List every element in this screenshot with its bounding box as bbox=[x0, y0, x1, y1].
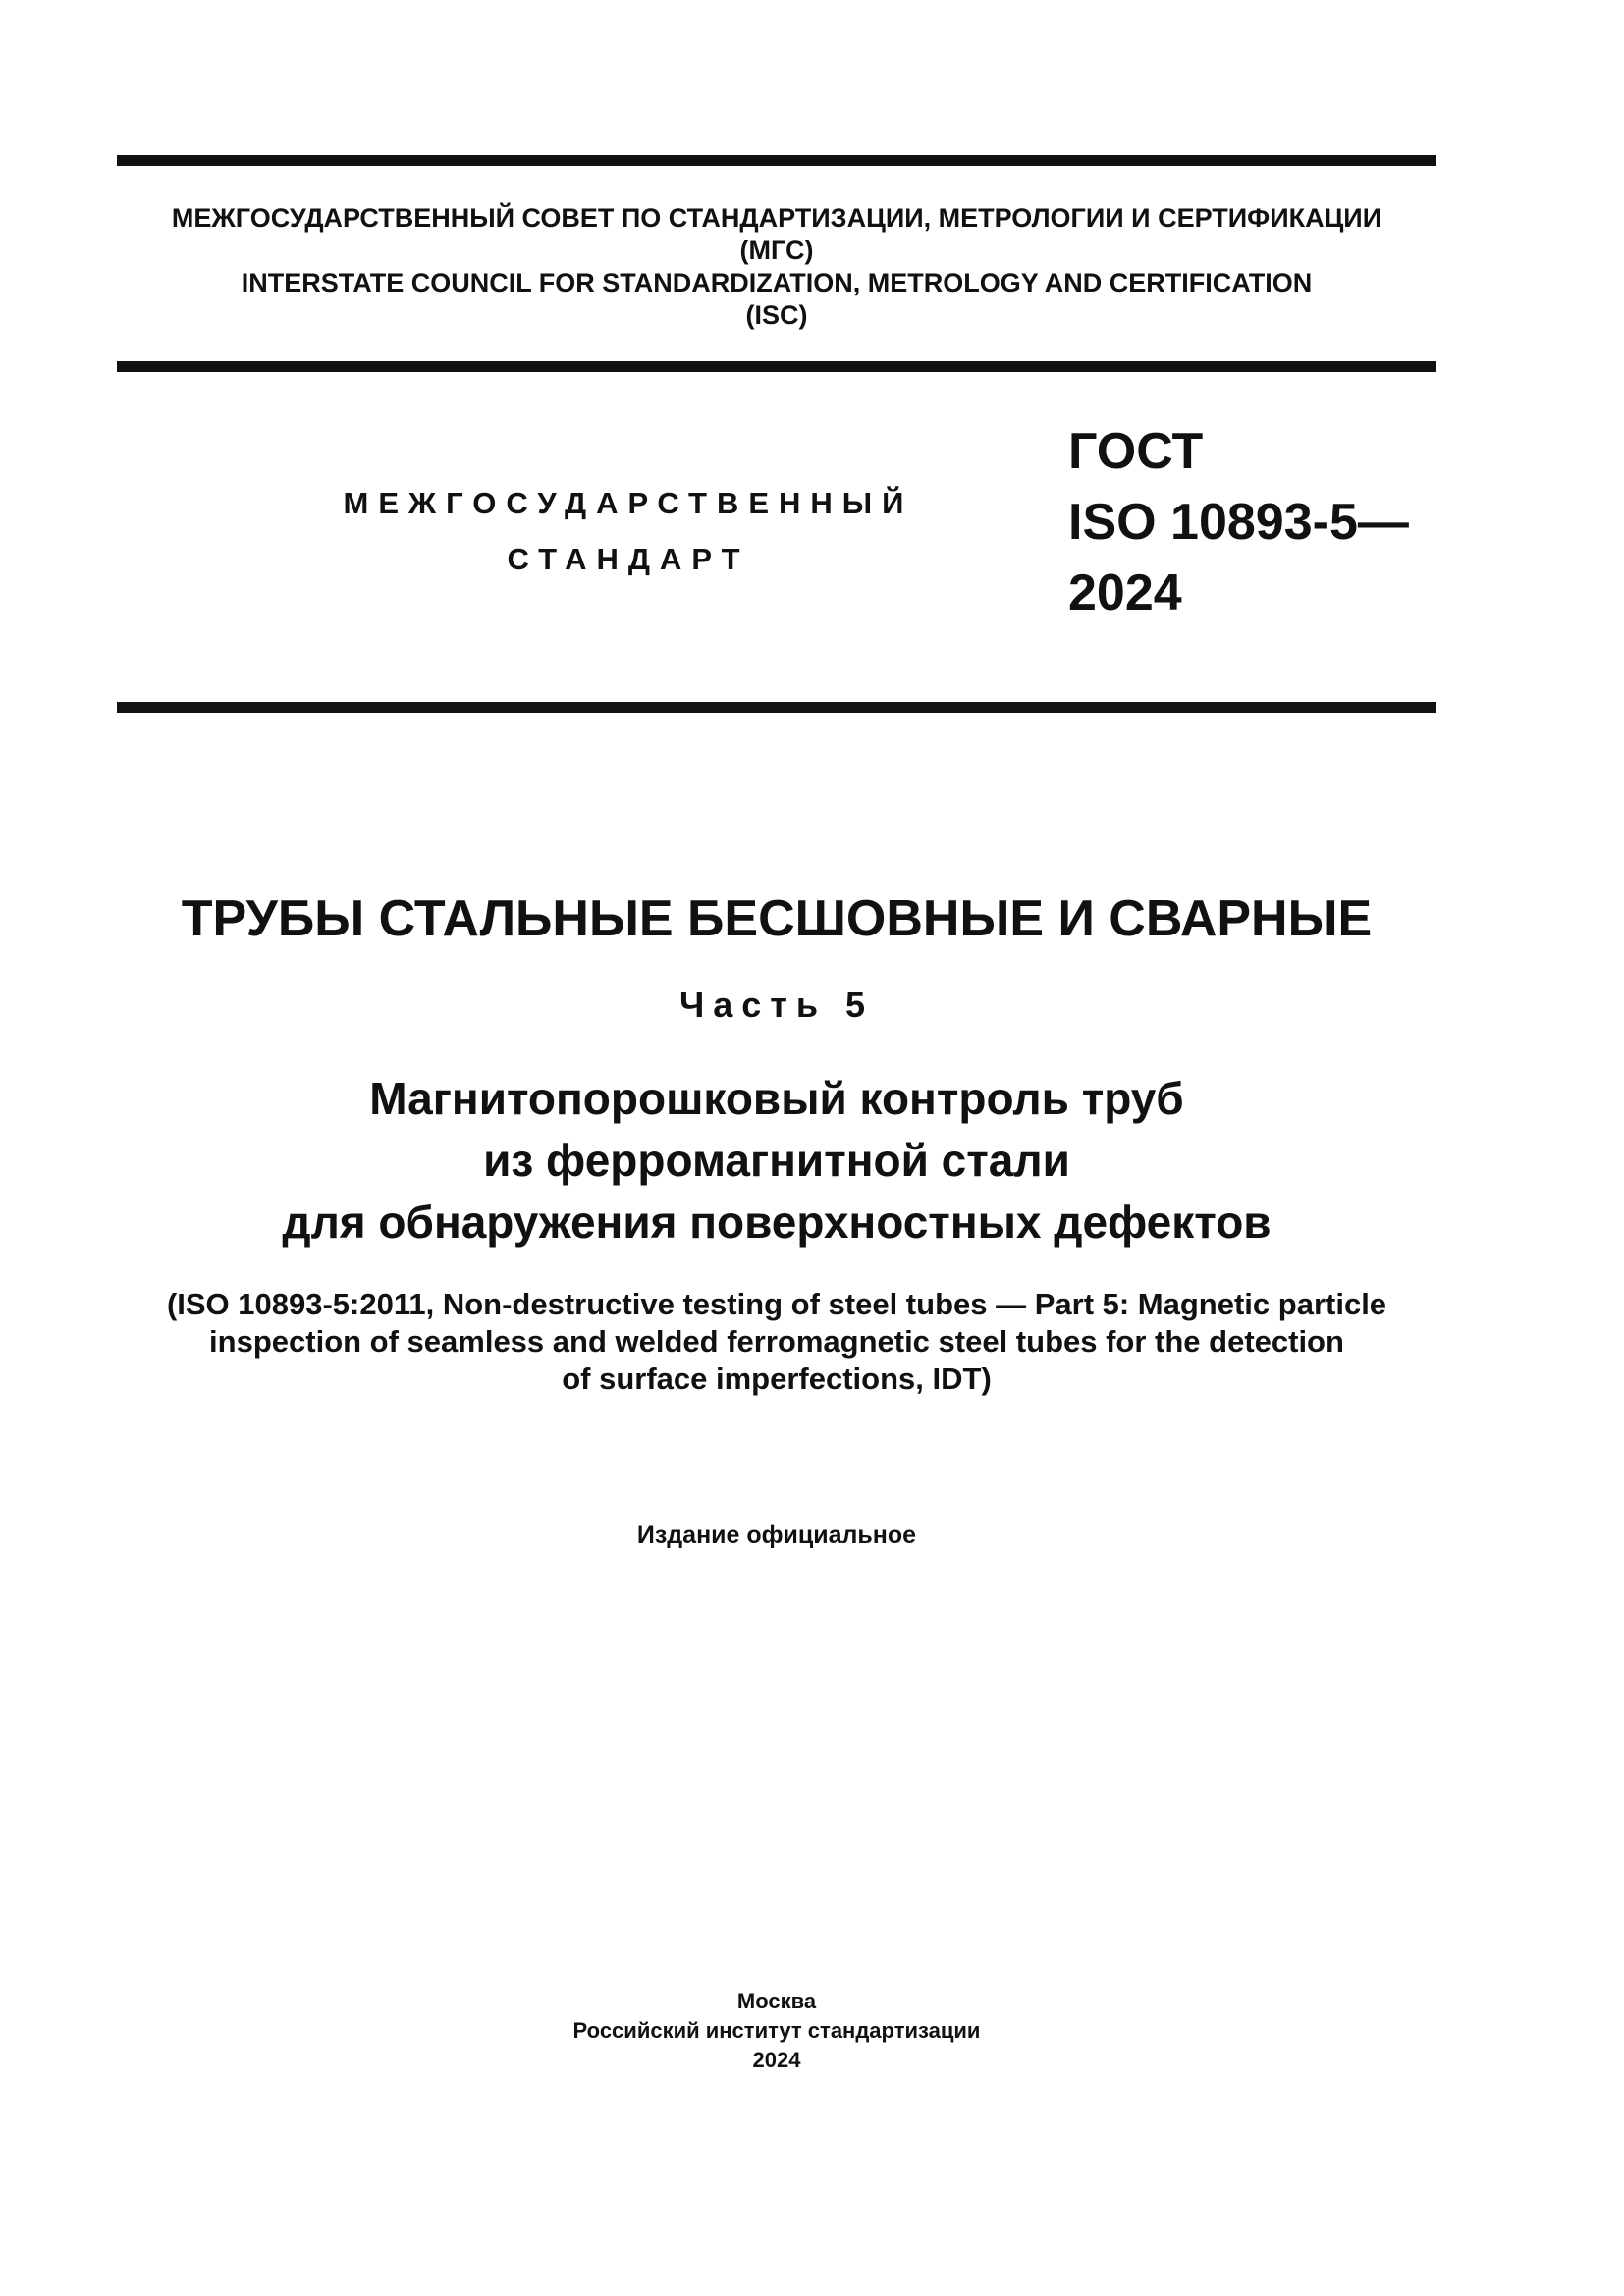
iso-reference-line1: (ISO 10893-5:2011, Non-destructive testing of steel tubes — Part 5: Magnetic particle bbox=[166, 1287, 1387, 1321]
imprint-publisher: Российский институт стандартизации bbox=[572, 2018, 981, 2043]
council-header bbox=[117, 202, 1436, 332]
document-subtitle bbox=[117, 1068, 1436, 1254]
edition-note: Издание официальное bbox=[636, 1522, 917, 1549]
header-divider-rule bbox=[117, 361, 1436, 372]
top-rule bbox=[117, 155, 1436, 166]
iso-reference-line2: inspection of seamless and welded ferromagnetic steel tubes for the detection bbox=[209, 1324, 1344, 1359]
imprint-city: Москва bbox=[736, 1989, 817, 2013]
part-number: Часть 5 bbox=[678, 985, 875, 1025]
council-name-ru: МЕЖГОСУДАРСТВЕННЫЙ СОВЕТ ПО СТАНДАРТИЗАЦИИ, МЕТРОЛОГИИ И СЕРТИФИКАЦИИ bbox=[171, 203, 1382, 233]
designation-line2: ISO 10893-5— bbox=[1068, 494, 1409, 551]
designation-line1: ГОСТ bbox=[1068, 423, 1204, 480]
council-abbr-en: (ISC) bbox=[745, 300, 808, 330]
iso-reference bbox=[98, 1286, 1455, 1398]
subtitle-line2: из ферромагнитной стали bbox=[483, 1135, 1070, 1186]
iso-reference-line3: of surface imperfections, IDT) bbox=[562, 1362, 992, 1396]
council-name-en: INTERSTATE COUNCIL FOR STANDARDIZATION, METROLOGY AND CERTIFICATION bbox=[241, 268, 1313, 297]
standard-type-line1: МЕЖГОСУДАРСТВЕННЫЙ bbox=[343, 486, 914, 520]
imprint-year: 2024 bbox=[752, 2048, 801, 2072]
designation-divider-rule bbox=[117, 702, 1436, 713]
designation-line3: 2024 bbox=[1068, 564, 1182, 621]
subtitle-line3: для обнаружения поверхностных дефектов bbox=[282, 1197, 1272, 1248]
standard-type-line2: СТАНДАРТ bbox=[507, 542, 750, 576]
document-title: ТРУБЫ СТАЛЬНЫЕ БЕСШОВНЫЕ И СВАРНЫЕ bbox=[181, 890, 1373, 947]
standard-type bbox=[275, 475, 982, 587]
subtitle-line1: Магнитопорошковый контроль труб bbox=[369, 1073, 1184, 1124]
council-abbr-ru: (МГС) bbox=[739, 236, 814, 265]
standard-designation bbox=[1068, 416, 1409, 628]
imprint bbox=[117, 1987, 1436, 2075]
